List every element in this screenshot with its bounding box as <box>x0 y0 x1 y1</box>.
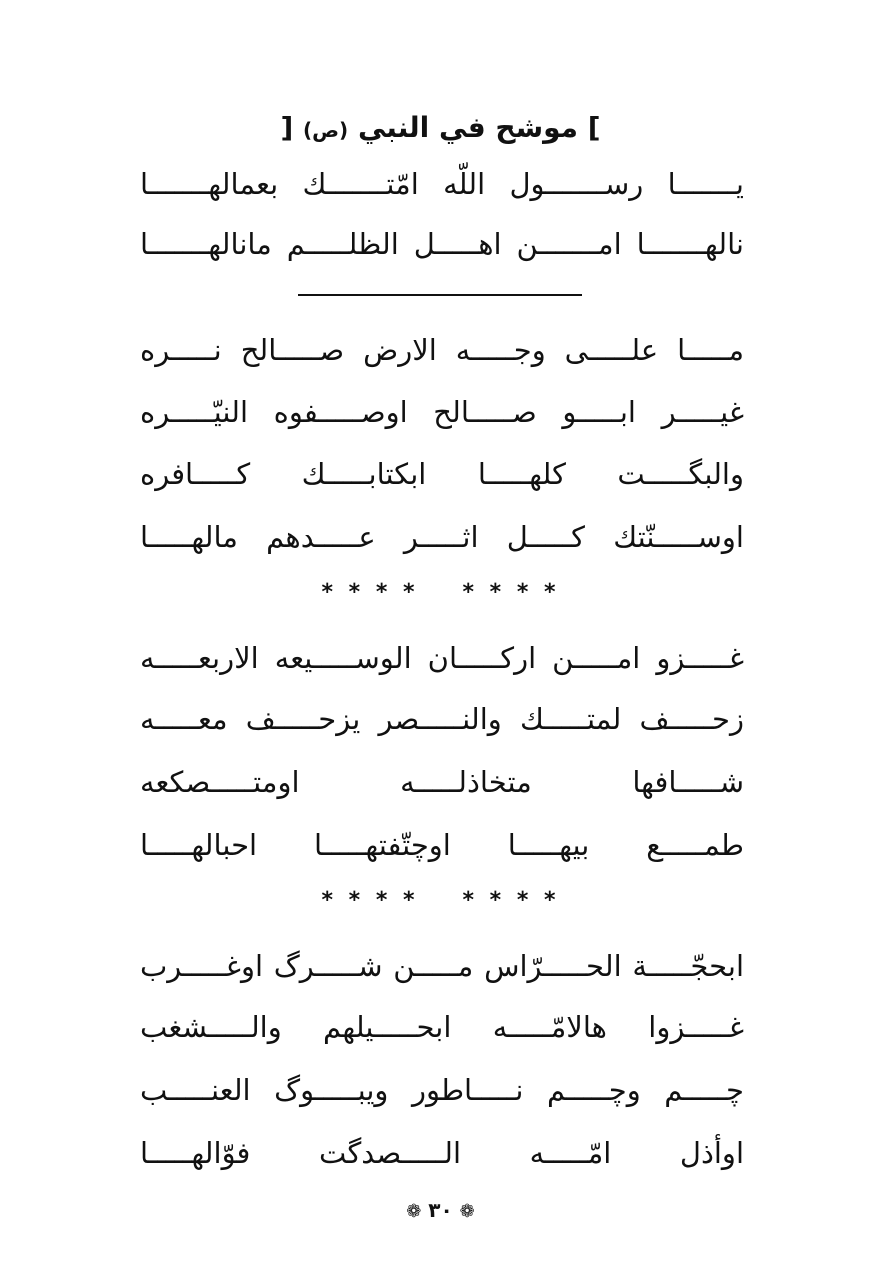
divider-rule <box>298 294 582 296</box>
separator-stars-right: * * * * <box>462 888 560 913</box>
stanza1-line-4: اوســـــنّتك كـــــل اثـــــر عـــــدهم مالهـــــا <box>140 520 744 554</box>
title-honorific: (ص) <box>303 118 349 142</box>
stanza3-line-2: غـــــزوا هالامّـــــه ابحـــــيلهم والـــــشغب <box>140 1010 744 1044</box>
stanza2-line-4: طمـــــع بيهـــــا اوچتّفتهـــــا احبالهـــــا <box>140 828 744 862</box>
stanza-separator-2 <box>0 888 881 914</box>
stanza1-line-1: مـــــا علـــــى وجـــــه الارض صـــــالح نـــــره <box>140 333 744 367</box>
stanza3-line-3: چـــــم وچـــــم نـــــاطور ويبـــــوگ العنـــــب <box>140 1073 744 1107</box>
title-bracket-close: [ <box>280 111 294 144</box>
stanza1-line-2: غيـــــر ابـــــو صـــــالح اوصـــــفوه النيّـــــره <box>140 395 744 429</box>
refrain-line-1: يـــــــا رســـــــول اللّه امّتـــــــك بعمالهـــــــا <box>140 167 744 201</box>
ornament-left-icon: ❁ <box>406 1201 422 1222</box>
separator-stars-left: * * * * <box>321 580 419 605</box>
stanza3-line-4: اوأذل امّـــــه الـــــصدگت فوّالهـــــا <box>140 1136 744 1170</box>
stanza1-line-3: والبگـــــت كلهـــــا ابكتابـــــك كـــــافره <box>140 457 744 491</box>
title-text: موشح في النبي <box>357 111 578 144</box>
separator-stars-right: * * * * <box>462 580 560 605</box>
page-number: ٣٠ <box>428 1198 453 1222</box>
refrain-line-2: نالهـــــــا امـــــــن اهـــــل الظلـــــم مانالهـــــــا <box>140 227 744 261</box>
title-bracket-open: ] <box>587 111 601 144</box>
stanza2-line-1: غـــــزو امـــــن اركـــــان الوســـــيعه الاربعـــــه <box>140 641 744 675</box>
page-number-block <box>0 1196 881 1226</box>
stanza2-line-2: زحـــــف لمتـــــك والنـــــصر يزحـــــف معـــــه <box>140 702 744 736</box>
stanza-separator-1 <box>0 580 881 606</box>
ornament-right-icon: ❁ <box>459 1201 475 1222</box>
separator-stars-left: * * * * <box>321 888 419 913</box>
stanza3-line-1: ابحجّـــــة الحـــــرّاس مـــــن شـــــرگ اوغـــــرب <box>140 949 744 983</box>
poem-title <box>0 108 881 150</box>
stanza2-line-3: شـــــافها متخاذلـــــه اومتـــــصكعه <box>140 765 744 799</box>
